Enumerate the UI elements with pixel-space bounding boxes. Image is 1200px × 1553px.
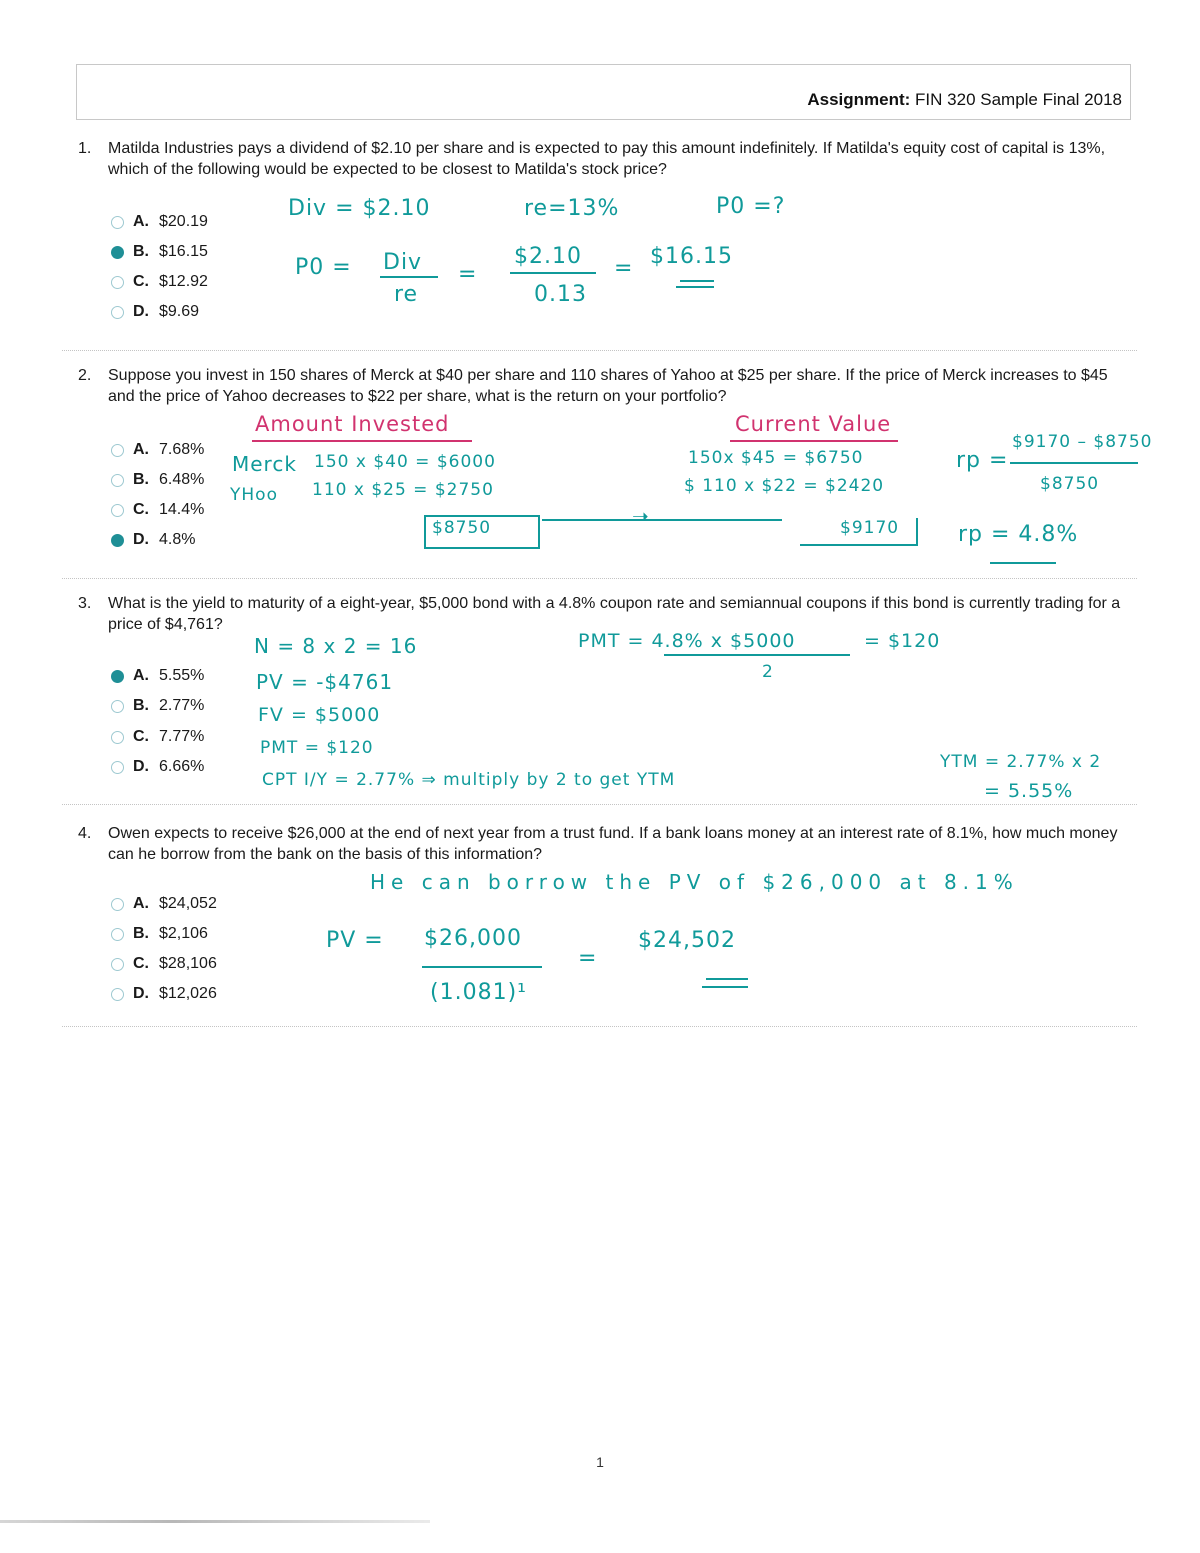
hw-pmt2: PMT = $120 [260,738,374,758]
hw-merck-now: 150x $45 = $6750 [688,448,864,468]
page-number: 1 [596,1454,604,1470]
hw-ytm: YTM = 2.77% x 2 [940,752,1102,772]
hw-yhoo-calc: 110 x $25 = $2750 [312,480,494,500]
hw-current-value: Current Value [735,412,892,436]
option-letter: A. [133,895,149,912]
option-letter: B. [133,471,149,488]
underline [702,986,748,988]
hw-result: $24,502 [638,928,736,953]
radio-icon[interactable] [111,958,124,971]
q2-option-a[interactable] [111,439,204,461]
hw-pv: PV = -$4761 [256,670,394,694]
radio-icon[interactable] [111,731,124,744]
hw-result: $16.15 [650,244,733,269]
hw-yhoo-now: $ 110 x $22 = $2420 [684,476,885,496]
option-value: 6.48% [159,471,205,488]
option-value: $12,026 [159,985,217,1002]
option-letter: A. [133,667,149,684]
option-letter: D. [133,303,149,320]
hw-n: N = 8 x 2 = 16 [254,634,418,658]
option-letter: B. [133,243,149,260]
option-value: $9.69 [159,303,200,320]
option-value: $28,106 [159,955,217,972]
hw-pmt: PMT = 4.8% x $5000 [578,630,796,652]
q2-option-c[interactable] [111,499,204,521]
option-value: $2,106 [159,925,208,942]
underline [990,562,1056,564]
radio-icon[interactable] [111,444,124,457]
option-value: 6.66% [159,758,205,775]
hw-merck: Merck [232,452,297,476]
question-4 [78,823,1138,865]
question-2 [78,365,1138,407]
hw-div: Div = $2.10 [288,196,431,221]
option-value: 4.8% [159,531,196,548]
option-letter: C. [133,273,149,290]
option-value: $24,052 [159,895,217,912]
hw-total-invested: $8750 [432,518,492,538]
hw-equals: = [614,256,634,281]
hw-ytm-result: = 5.55% [984,780,1074,802]
radio-icon[interactable] [111,504,124,517]
q3-option-a[interactable] [111,665,204,687]
q1-option-a[interactable] [111,211,208,233]
q1-option-c[interactable] [111,271,208,293]
question-text: Suppose you invest in 150 shares of Merck at $40 per share and 110 shares of Yahoo at $25 per share. If the price of Merck increases to $45 and the price of Yahoo decreases to $22 per share, what is the return on your portfolio? [108,367,1108,405]
radio-icon[interactable] [111,474,124,487]
underline [676,286,714,288]
separator [62,1026,1137,1027]
hw-pmt-den: 2 [762,662,774,682]
hw-fv: FV = $5000 [258,704,381,726]
arrow-line [542,519,782,521]
hw-cpt: CPT I/Y = 2.77% ⇒ multiply by 2 to get YTM [262,770,676,790]
hw-p0-question: P0 =? [716,194,786,219]
q3-option-d[interactable] [111,756,204,778]
radio-selected-icon[interactable] [111,670,124,683]
question-text: Owen expects to receive $26,000 at the end of next year from a trust fund. If a bank loans money at an interest rate of 8.1%, how much money can he borrow from the bank on the basis of this information? [108,825,1118,863]
q3-option-c[interactable] [111,726,204,748]
fraction-line [422,966,542,968]
assignment-name: FIN 320 Sample Final 2018 [915,90,1122,109]
hw-numerator: $2.10 [514,244,582,269]
option-letter: A. [133,441,149,458]
question-text: Matilda Industries pays a dividend of $2.10 per share and is expected to pay this amount indefinitely. If Matilda's equity cost of capital is 13%, which of the following would be expected to be closest to Matilda's stock price? [108,140,1106,178]
assignment-header [76,64,1131,120]
question-number: 1. [78,140,92,157]
radio-icon[interactable] [111,988,124,1001]
option-value: 5.55% [159,667,205,684]
radio-selected-icon[interactable] [111,534,124,547]
hw-note: He can borrow the PV of $26,000 at 8.1% [370,870,1019,894]
hw-p0: P0 = [295,255,352,280]
option-value: $12.92 [159,273,208,290]
option-letter: D. [133,758,149,775]
q4-option-b[interactable] [111,923,208,945]
assignment-label: Assignment: [807,90,911,109]
q3-option-b[interactable] [111,695,204,717]
question-number: 2. [78,367,92,384]
hw-yhoo: YHoo [230,485,278,505]
option-letter: C. [133,728,149,745]
hw-rp-denominator: $8750 [1040,474,1100,494]
option-value: $16.15 [159,243,208,260]
hw-denominator: 0.13 [534,282,587,307]
hw-amount-invested: Amount Invested [255,412,450,436]
hw-re: re=13% [524,196,620,221]
hw-pmt-eq: = $120 [864,630,941,652]
option-letter: C. [133,501,149,518]
question-1 [78,138,1138,180]
radio-icon[interactable] [111,276,124,289]
q4-option-d[interactable] [111,983,217,1005]
hw-re-den: re [394,282,419,307]
radio-selected-icon[interactable] [111,246,124,259]
option-value: 7.77% [159,728,205,745]
option-letter: C. [133,955,149,972]
option-letter: D. [133,531,149,548]
option-letter: B. [133,925,149,942]
radio-icon[interactable] [111,898,124,911]
fraction-line [380,276,438,278]
hw-merck-calc: 150 x $40 = $6000 [314,452,496,472]
separator [62,578,1137,579]
question-number: 3. [78,595,92,612]
question-3 [78,593,1138,635]
option-letter: A. [133,213,149,230]
radio-icon[interactable] [111,216,124,229]
separator [62,350,1137,351]
hw-equals: = [458,262,478,287]
q2-option-d[interactable] [111,529,195,551]
assignment-title [807,90,1122,110]
question-number: 4. [78,825,92,842]
hw-denominator: (1.081)¹ [430,980,527,1005]
arrow-right-icon: ➝ [632,504,650,528]
option-letter: D. [133,985,149,1002]
radio-icon[interactable] [111,306,124,319]
q2-option-b[interactable] [111,469,204,491]
hw-total-now: $9170 [840,518,900,538]
option-value: 7.68% [159,441,205,458]
fraction-line [664,654,850,656]
option-value: 14.4% [159,501,205,518]
underline [680,280,714,282]
option-value: $20.19 [159,213,208,230]
hw-rp-result: rp = 4.8% [958,522,1079,547]
hw-rp-label: rp = [956,448,1009,473]
hw-equals: = [578,946,598,971]
fraction-line [1010,462,1138,464]
q1-option-d[interactable] [111,301,199,323]
underline [252,440,472,442]
underline [730,440,898,442]
question-text: What is the yield to maturity of a eight-year, $5,000 bond with a 4.8% coupon rate and semiannual coupons if this bond is currently trading for a price of $4,761? [108,595,1121,633]
q1-option-b[interactable] [111,241,208,263]
hw-pv: PV = [326,928,384,953]
underline [706,978,748,980]
hw-rp-numerator: $9170 – $8750 [1012,432,1153,452]
q4-option-a[interactable] [111,893,217,915]
radio-icon[interactable] [111,761,124,774]
fraction-line [510,272,596,274]
radio-icon[interactable] [111,928,124,941]
scan-artifact [0,1520,430,1523]
separator [62,804,1137,805]
hw-div-num: Div [383,250,423,275]
hw-numerator: $26,000 [424,926,522,951]
q4-option-c[interactable] [111,953,217,975]
option-letter: B. [133,697,149,714]
radio-icon[interactable] [111,700,124,713]
option-value: 2.77% [159,697,205,714]
